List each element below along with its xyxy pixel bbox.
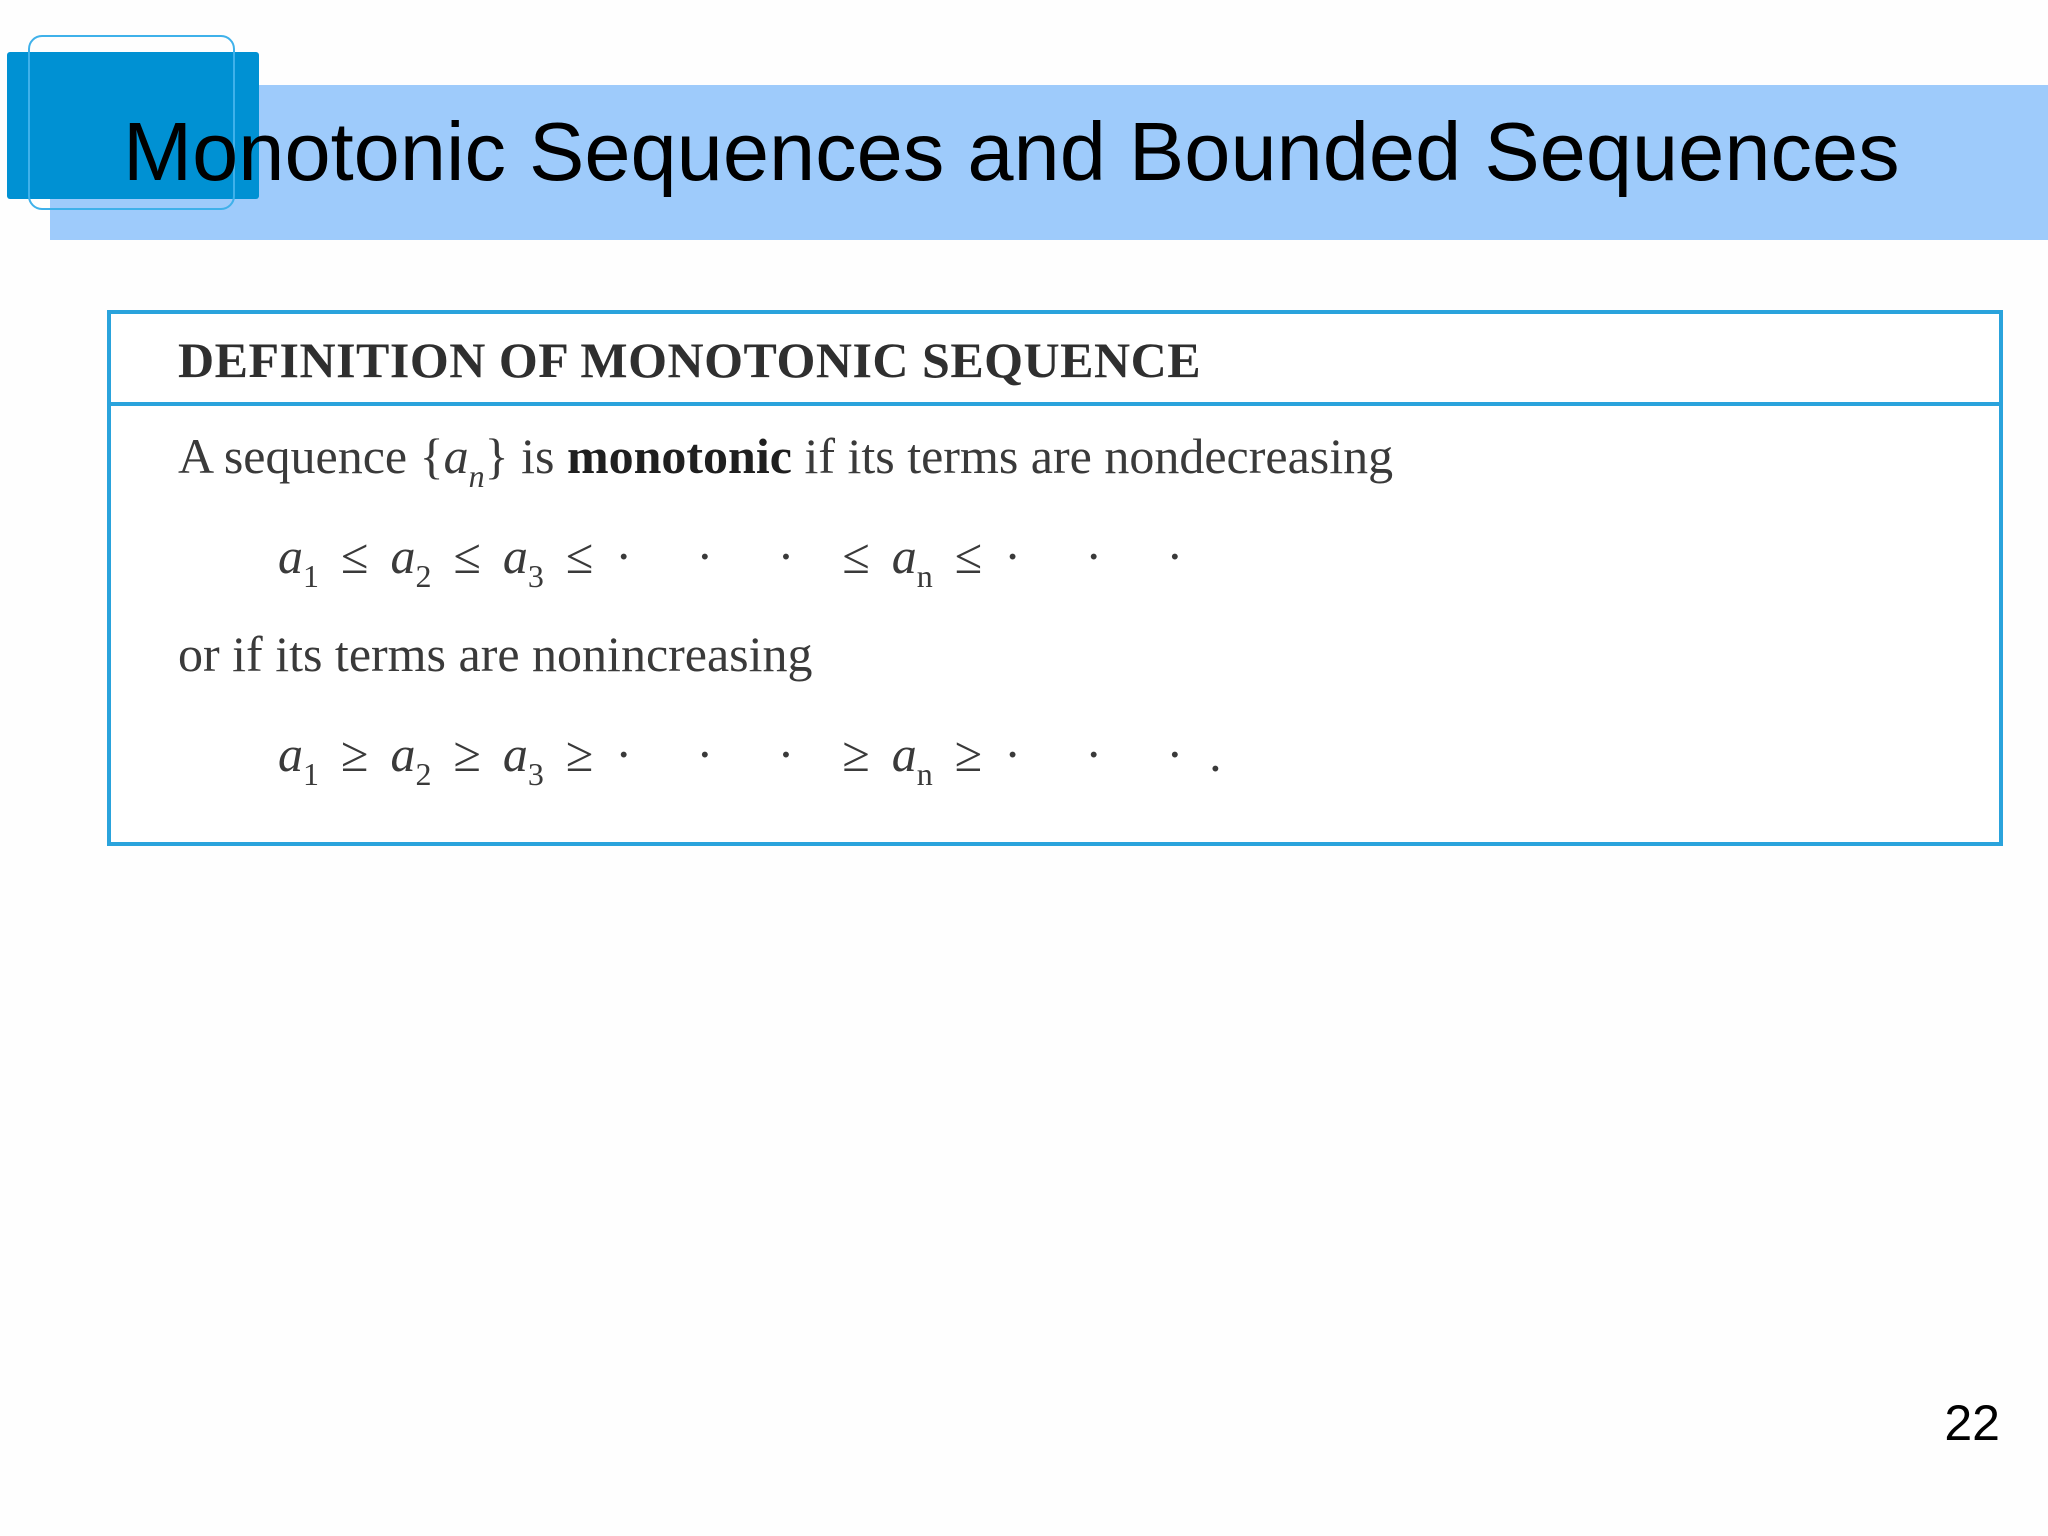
- chain-relation: ≥: [565, 726, 594, 782]
- chain-ellipsis: · · ·: [615, 528, 821, 584]
- chain-term: a: [502, 528, 528, 584]
- chain-ellipsis: · · ·: [615, 726, 821, 782]
- definition-line-nonincreasing: or if its terms are nonincreasing: [178, 626, 813, 682]
- chain-relation: ≤: [565, 528, 594, 584]
- line1-middle: is: [508, 428, 567, 484]
- definition-header: [111, 314, 1999, 406]
- line1-prefix: A sequence: [178, 428, 420, 484]
- chain-relation: ≥: [453, 726, 481, 782]
- line1-suffix: if its terms are nondecreasing: [791, 428, 1394, 484]
- chain-relation: ≤: [842, 528, 870, 584]
- chain-relation: ≤: [341, 528, 369, 584]
- definition-heading: DEFINITION OF MONOTONIC SEQUENCE: [178, 332, 1202, 388]
- chain-term: a: [390, 726, 416, 782]
- chain-ellipsis: · · ·: [1004, 528, 1210, 584]
- monotonic-term: monotonic: [566, 428, 792, 484]
- chain-subscript: 2: [415, 756, 432, 792]
- chain-subscript: n: [916, 756, 933, 792]
- chain-term: a: [891, 726, 917, 782]
- set-variable: a: [443, 428, 469, 484]
- set-open-brace: {: [419, 428, 444, 484]
- set-subscript: n: [468, 458, 485, 494]
- chain-terminal-period: .: [1209, 726, 1222, 782]
- page-number: 22: [1944, 1395, 2000, 1451]
- chain-subscript: 3: [527, 558, 544, 594]
- nonincreasing-chain: [278, 724, 1222, 792]
- chain-term: a: [278, 726, 303, 782]
- definition-box: [107, 310, 2003, 846]
- chain-subscript: 1: [303, 558, 319, 594]
- chain-relation: ≤: [453, 528, 481, 584]
- definition-line-nondecreasing: [178, 426, 1394, 494]
- chain-term: a: [502, 726, 528, 782]
- chain-relation: ≥: [842, 726, 870, 782]
- chain-relation: ≥: [341, 726, 369, 782]
- chain-subscript: 1: [303, 756, 319, 792]
- nondecreasing-chain: [278, 526, 1210, 594]
- chain-subscript: 3: [527, 756, 544, 792]
- chain-subscript: 2: [415, 558, 432, 594]
- set-close-brace: }: [484, 428, 509, 484]
- chain-relation: ≤: [954, 528, 983, 584]
- chain-term: a: [891, 528, 917, 584]
- chain-term: a: [278, 528, 303, 584]
- chain-subscript: n: [916, 558, 933, 594]
- chain-term: a: [390, 528, 416, 584]
- slide-title: Monotonic Sequences and Bounded Sequences: [123, 105, 1900, 198]
- chain-relation: ≥: [954, 726, 983, 782]
- chain-ellipsis: · · ·: [1004, 726, 1210, 782]
